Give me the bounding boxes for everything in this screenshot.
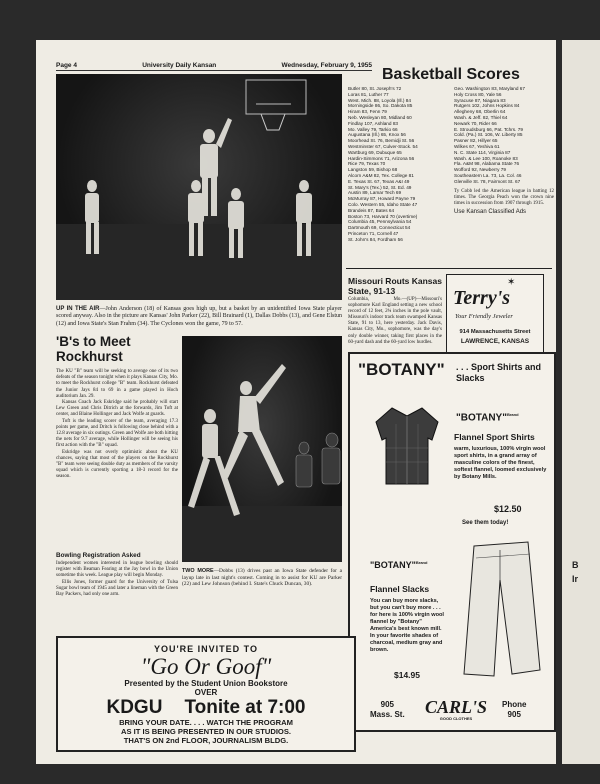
bowling-headline: Bowling Registration Asked: [56, 552, 141, 559]
score-line: Fla. A&M 98, Alabama State 76: [454, 161, 520, 167]
score-line: Wartburg 69, Dubuque 65: [348, 149, 402, 155]
flannel-slacks-title: Flannel Slacks: [370, 584, 430, 594]
gog-time: Tonite at 7:00: [184, 697, 306, 718]
score-line: Allegheny 68, Oberlin 64: [454, 109, 506, 115]
score-line: Colo. Western 55, Idaho State 47: [348, 201, 418, 207]
gog-as-it-is: AS IT IS BEING PRESENTED IN OUR STUDIOS.: [120, 727, 292, 736]
newspaper-page: [36, 40, 556, 764]
score-line: Hardin-Simmons 71, Arizona 56: [348, 155, 415, 161]
terrys-address: 914 Massachusetts Street: [459, 329, 531, 335]
adjacent-page-edge: [562, 40, 600, 764]
score-line: West. Mich. 88, Loyola (Ill.) 84: [348, 97, 411, 103]
sport-shirt-illustration: [372, 404, 442, 488]
score-line: Holy Cross 80, Yale 56: [454, 91, 502, 97]
bs-p2: Kansas Coach Jack Eskridge said he probably will start Lew Green and Chris Ditrich at the forwards, Jim Toft at center, and Blaine Hollinger and Jack Wolfe at guards.: [56, 400, 178, 418]
bs-p1: The KU "B" team will be seeking to avenge one of its two defeats of the season tonight when it plays Kansas City, Mo. to meet the Rockhurst college "B" team. Rockhurst defeated the Junior Jays 84 to 69 in a game played in Hoch auditorium Jan. 29.: [56, 369, 178, 399]
score-line: Westminster 67, Culver-Stock. 54: [348, 143, 418, 149]
store-address-line1: 905: [380, 700, 395, 709]
gog-invited: YOU'RE INVITED TO: [154, 644, 258, 654]
score-line: Langston 59, Bishop 68: [348, 167, 398, 173]
margin-text-2: Ir: [572, 574, 579, 584]
gog-over: OVER: [194, 688, 218, 697]
botany-tm-1-suffix: Brand: [506, 412, 519, 417]
bowling-p1: Independent women interested in league bowling should register with Beaman Fearing at the Jay bowl in the Union sometime this week. League play will begin Monday.: [56, 561, 178, 579]
score-line: Augustana (Ill.) 65, Knox 56: [348, 132, 406, 138]
photo1-caption-text: —John Anderson (18) of Kansas goes high up, but a basket by an unidentified Iowa State player scored anyway. Also in the picture are Kansas' John Parker (22), Bill Brainard (1), Dallas Dobbs (13), and Gene Elstun (12) and Iowa State's Stan Frahm (34). The Cyclones won the game, 79 to 57.: [56, 306, 342, 327]
score-line: Austin 89, Lamar Tech 69: [348, 190, 402, 196]
score-line: Columbia 45, Pennsylvania 54: [348, 219, 412, 225]
score-line: Pasner 82, Hillyer 65: [454, 138, 498, 144]
scores-title: Basketball Scores: [382, 66, 520, 83]
score-line: Alcorn A&M 82, Tex. College 81: [348, 172, 414, 178]
store-phone: [502, 700, 526, 720]
gog-station: KDGU: [106, 697, 163, 718]
paper-name: University Daily Kansan: [142, 62, 217, 69]
botany-tm-2-text: "BOTANY": [370, 560, 416, 570]
store-address: [370, 700, 405, 720]
rule-divider: [346, 268, 552, 269]
score-line: Wash. & Lee 100, Roanoke 83: [454, 155, 518, 161]
terrys-city: LAWRENCE, KANSAS: [460, 338, 530, 345]
flannel-slacks-desc: You can buy more slacks, but you can't buy more . . . for here is 100% virgin wool flannel by "Botany" America's best known mill. In your favorite shades of charcoal, medium gray and brown.: [370, 598, 444, 653]
photo1-caption-lead: UP IN THE AIR: [56, 306, 100, 312]
score-line: Boston 73, Harvard 70 (overtime): [348, 213, 418, 219]
score-line: Mo. Valley 79, Tarkio 66: [348, 126, 398, 132]
photo2-caption: [182, 568, 342, 588]
bs-body: [56, 369, 178, 481]
score-line: Findlay 107, Ashland 83: [348, 120, 399, 126]
botany-brand: "BOTANY": [358, 360, 445, 379]
carls-sub: GOOD CLOTHES: [439, 716, 473, 721]
gog-title: "Go Or Goof": [140, 654, 272, 679]
scores-column-2: [454, 86, 554, 243]
missouri-headline: Missouri Routs Kansas State, 91-13: [348, 276, 442, 296]
flannel-shirts-title: Flannel Sport Shirts: [454, 432, 535, 442]
photo2-caption-lead: TWO MORE: [182, 568, 214, 574]
score-line: Moorhead St. 76, Bemidji St. 56: [348, 138, 415, 144]
gog-presented: Presented by the Student Union Bookstore: [124, 679, 288, 688]
slacks-price: $14.95: [394, 670, 420, 680]
see-them-today: See them today!: [462, 520, 509, 526]
score-line: Princeton 71, Cornell 47: [348, 230, 399, 236]
scores-list: [348, 86, 554, 243]
score-line: Morningside 86, So. Dakota 85: [348, 103, 413, 109]
issue-date: Wednesday, February 9, 1955: [281, 62, 372, 69]
score-line: Cold. (Pa.) St. 106, W. Liberty 85: [454, 132, 523, 138]
store-phone-label: Phone: [502, 700, 527, 709]
bs-p3: Toft is the leading scorer of the team, averaging 17.3 points per game, and Dritch is following close behind with a 12.8 average in six outings. Green and Wolfe are both hitting the nets for 9.7 average, while Hollinger will be seeing his first action with the "B" squad.: [56, 418, 178, 449]
ty-cobb-note: Ty Cobb led the American league in batting 12 times. The Georgia Peach won the crown nine times in succession from 1907 through 1915.: [454, 188, 554, 206]
diamond-icon: ✶: [507, 277, 516, 288]
score-line: McMurray 87, Howard Payne 79: [348, 196, 416, 202]
store-phone-number: 905: [507, 710, 521, 719]
scores-column-1: [348, 86, 448, 243]
go-or-goof-ad: [56, 636, 356, 752]
flannel-shirts-desc: warm, luxurious, 100% virgin wool sport shirts, in a grand array of masculine colors of the finest, softest flannel, loomed exclusively by Botany Mills.: [454, 446, 547, 480]
score-line: Rice 79, Texas 70: [348, 161, 386, 167]
carls-name: CARL'S: [424, 697, 488, 717]
score-line: Newark 70, Rider 66: [454, 120, 497, 126]
score-line: St. Mary's (Tex.) 52, St. Ed. 49: [348, 184, 412, 190]
score-line: Wofford 92, Newberry 79: [454, 167, 506, 173]
score-line: Geo. Washington 83, Maryland 67: [454, 86, 525, 91]
botany-tm-2-suffix: Brand: [415, 560, 428, 565]
carls-logo: [416, 698, 496, 721]
photo2-caption-text: —Dobbs (13) drives past an Iowa State defender for a layup late in last night's contest. Coming in to assist for KU are Parker (22) and Lew Johnson (behind I. State's Chuck Duncan, 30).: [182, 568, 342, 588]
score-line: Dartmouth 69, Connecticut 54: [348, 225, 411, 231]
photo-two-more: [182, 336, 342, 562]
terrys-name: Terry's: [453, 287, 511, 309]
botany-tm-2: [370, 560, 427, 570]
botany-ad: [348, 352, 556, 732]
bowling-body: [56, 561, 178, 598]
store-address-line2: Mass. St.: [370, 710, 405, 719]
score-line: Loras 81, Luther 77: [348, 91, 389, 97]
score-line: E. Stroudsburg 66, Pat. Tchrs. 79: [454, 126, 523, 132]
missouri-body: Columbia, Mo.—(UP)—Missouri's sophomore Karl England setting a new school record of 12 feet, 2¾ inches in the pole vault, Missouri's indoor track team swamped Kansas State, 91 to 13, here yesterday. Jack Davis, Kansas City, Mo., sophomore, was the day's only double winner, taking first places in the 60-yard dash and the 60-yard low hurdles.: [348, 297, 442, 345]
score-line: Wilkes 67, Yeshiva 61: [454, 143, 500, 149]
score-line: St. John's 84, Fordham 56: [348, 236, 403, 242]
photo1-caption: [56, 306, 342, 328]
gog-floor: THAT'S ON 2nd FLOOR, JOURNALISM BLDG.: [123, 736, 289, 745]
scores-column-2-list: [454, 86, 554, 185]
botany-tm-1-text: "BOTANY": [456, 412, 507, 424]
score-line: E. Texas St. 67, Texas A&I 49: [348, 178, 410, 184]
score-line: Rutgers 102, Johns Hopkins 84: [454, 103, 520, 109]
bs-headline: 'B's to Meet Rockhurst: [56, 334, 131, 364]
margin-text-1: B: [572, 560, 579, 570]
botany-headline: . . . Sport Shirts and Slacks: [456, 362, 542, 383]
slacks-illustration: [454, 540, 544, 680]
photo-up-in-the-air: [56, 74, 342, 300]
score-line: Glenville St. 78, Fairmont St. 67: [454, 178, 521, 184]
score-line: Brandeis 87, Bates 64: [348, 207, 395, 213]
bs-p4: Eskridge was not overly optimistic about the KU chances, saying that most of the players on the Rockhurst "B" team were seeing double duty as members of the varsity squad which is currently sporting a 18-3 record for the season.: [56, 449, 178, 480]
bowling-p2: Ellis Jones, former guard for the University of Tulsa Sugar bowl team of 1945 and later a lineman with the Green Bay Packers, had only one arm.: [56, 579, 178, 598]
gog-bring: BRING YOUR DATE. . . . WATCH THE PROGRAM: [119, 718, 293, 727]
score-line: Butler 80, St. Joseph's 72: [348, 86, 402, 91]
botany-tm-1: [456, 412, 519, 423]
terrys-ad: [446, 274, 544, 354]
classified-ads-note: Use Kansan Classified Ads: [454, 208, 527, 215]
score-line: N. C. State 114, Virginia 87: [454, 149, 511, 155]
score-line: Southeastern La. 73, La. Col. 46: [454, 172, 522, 178]
terrys-tagline: Your Friendly Jeweler: [455, 313, 513, 320]
score-line: Hiram 83, Fenn 79: [348, 109, 387, 115]
page-number: Page 4: [56, 62, 77, 69]
page-header: [56, 62, 372, 71]
score-line: Wash. & Jeff. 82, Thiel 64: [454, 114, 508, 120]
score-line: Syracuse 87, Niagara 83: [454, 97, 506, 103]
shirts-price: $12.50: [494, 504, 522, 514]
gog-station-line: [58, 697, 354, 718]
score-line: Neb. Wesleyan 80, Midland 60: [348, 114, 412, 120]
